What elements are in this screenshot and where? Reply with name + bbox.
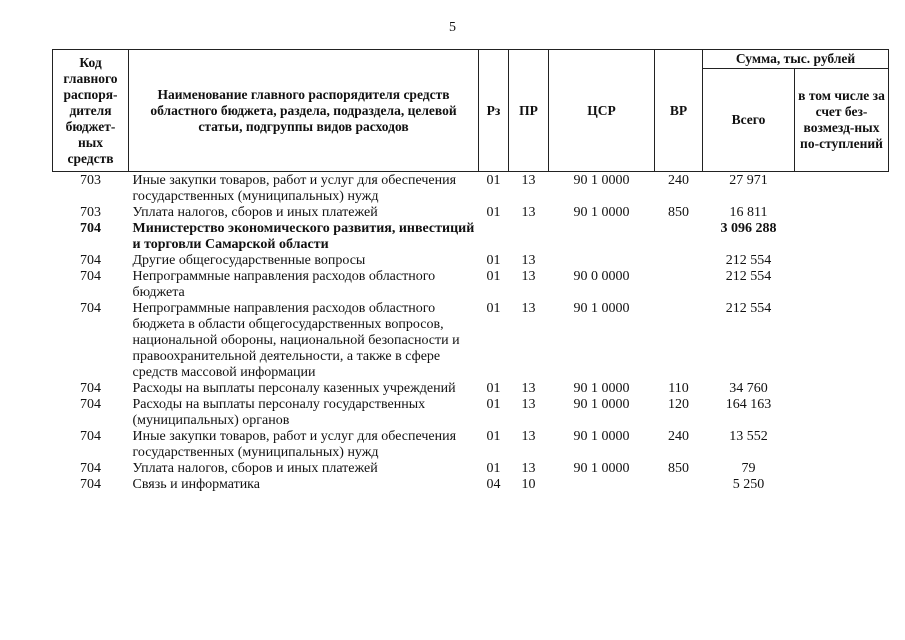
cell-code: 703 <box>80 173 101 188</box>
cell-name: Непрограммные направления расходов областного бюджета <box>132 269 436 300</box>
table-row <box>53 221 889 253</box>
cell-free <box>795 172 889 206</box>
cell-name: Расходы на выплаты персоналу государственных (муниципальных) органов <box>132 397 426 428</box>
header-total: Всего <box>703 69 795 172</box>
cell-total: 164 163 <box>725 397 772 412</box>
cell-free <box>795 269 889 301</box>
cell-name: Уплата налогов, сборов и иных платежей <box>132 461 378 476</box>
cell-csr: 90 0 0000 <box>573 269 630 284</box>
cell-pr: 13 <box>521 269 536 284</box>
table-row <box>53 397 889 429</box>
cell-free <box>795 253 889 269</box>
cell-rz: 01 <box>486 173 501 188</box>
cell-name: Уплата налогов, сборов и иных платежей <box>132 205 378 220</box>
cell-name: Непрограммные направления расходов областного бюджета в области общегосударственных вопросов, национальной обороны, национальной безопасности и правоохранительной деятельности, а также в сфере средств массовой информации <box>132 301 460 380</box>
cell-pr: 13 <box>521 429 536 444</box>
cell-name: Расходы на выплаты персоналу казенных учреждений <box>132 381 456 396</box>
cell-free <box>795 397 889 429</box>
cell-rz <box>479 221 509 253</box>
cell-csr: 90 1 0000 <box>573 397 630 412</box>
table-row <box>53 381 889 397</box>
cell-pr: 13 <box>521 381 536 396</box>
cell-total: 212 554 <box>725 301 772 316</box>
cell-vr <box>655 221 703 253</box>
cell-name: Иные закупки товаров, работ и услуг для обеспечения государственных (муниципальных) нужд <box>132 429 457 460</box>
cell-pr: 13 <box>521 461 536 476</box>
cell-code: 704 <box>80 301 101 316</box>
cell-vr <box>655 477 703 493</box>
cell-total: 34 760 <box>729 381 768 396</box>
cell-csr <box>549 253 655 269</box>
cell-code: 704 <box>80 269 101 284</box>
cell-total: 79 <box>741 461 756 476</box>
table-row <box>53 172 889 206</box>
cell-rz: 01 <box>486 461 501 476</box>
cell-total: 5 250 <box>732 477 765 492</box>
cell-code: 704 <box>80 461 101 476</box>
cell-vr: 120 <box>668 397 689 412</box>
cell-code: 704 <box>80 221 101 236</box>
header-sum: Сумма, тыс. рублей <box>703 50 889 69</box>
cell-code: 704 <box>80 253 101 268</box>
cell-pr: 13 <box>521 397 536 412</box>
table-row <box>53 269 889 301</box>
cell-free <box>795 301 889 381</box>
cell-rz: 01 <box>486 301 501 316</box>
cell-vr <box>655 301 703 381</box>
cell-pr: 13 <box>521 173 536 188</box>
header-pr: ПР <box>509 50 549 172</box>
cell-rz: 01 <box>486 381 501 396</box>
cell-vr <box>655 269 703 301</box>
header-rz: Рз <box>479 50 509 172</box>
cell-csr: 90 1 0000 <box>573 301 630 316</box>
table-row <box>53 253 889 269</box>
cell-rz: 01 <box>486 269 501 284</box>
cell-pr: 13 <box>521 301 536 316</box>
header-name: Наименование главного распорядителя средств областного бюджета, раздела, подраздела, целевой статьи, подгруппы видов расходов <box>129 50 479 172</box>
cell-name: Другие общегосударственные вопросы <box>132 253 366 268</box>
cell-csr <box>549 221 655 253</box>
table-row <box>53 205 889 221</box>
header-vr: ВР <box>655 50 703 172</box>
cell-free <box>795 205 889 221</box>
cell-vr: 850 <box>668 205 689 220</box>
page-number: 5 <box>449 20 456 35</box>
table-row <box>53 461 889 477</box>
cell-pr: 10 <box>521 477 536 492</box>
header-free: в том числе за счет без-возмезд-ных по-ступлений <box>795 69 889 172</box>
header-code: Код главного распоря-дителя бюджет-ных средств <box>53 50 129 172</box>
cell-rz: 04 <box>486 477 501 492</box>
cell-code: 704 <box>80 397 101 412</box>
table-row <box>53 301 889 381</box>
cell-csr: 90 1 0000 <box>573 461 630 476</box>
cell-csr: 90 1 0000 <box>573 381 630 396</box>
cell-csr <box>549 477 655 493</box>
table-row <box>53 477 889 493</box>
cell-total: 3 096 288 <box>720 221 777 236</box>
cell-csr: 90 1 0000 <box>573 205 630 220</box>
header-csr: ЦСР <box>549 50 655 172</box>
cell-free <box>795 477 889 493</box>
cell-total: 212 554 <box>725 253 772 268</box>
cell-pr: 13 <box>521 253 536 268</box>
cell-rz: 01 <box>486 253 501 268</box>
table-body <box>53 172 889 494</box>
cell-code: 704 <box>80 477 101 492</box>
cell-csr: 90 1 0000 <box>573 429 630 444</box>
cell-rz: 01 <box>486 205 501 220</box>
cell-code: 704 <box>80 429 101 444</box>
cell-rz: 01 <box>486 397 501 412</box>
cell-free <box>795 221 889 253</box>
cell-total: 16 811 <box>729 205 768 220</box>
cell-vr <box>655 253 703 269</box>
cell-vr: 240 <box>668 173 689 188</box>
cell-rz: 01 <box>486 429 501 444</box>
cell-name: Иные закупки товаров, работ и услуг для обеспечения государственных (муниципальных) нужд <box>132 173 457 204</box>
cell-vr: 110 <box>668 381 689 396</box>
cell-pr: 13 <box>521 205 536 220</box>
cell-free <box>795 429 889 461</box>
cell-csr: 90 1 0000 <box>573 173 630 188</box>
cell-code: 704 <box>80 381 101 396</box>
table-header <box>53 50 889 172</box>
cell-free <box>795 381 889 397</box>
budget-table <box>52 49 889 493</box>
cell-vr: 240 <box>668 429 689 444</box>
cell-free <box>795 461 889 477</box>
cell-code: 703 <box>80 205 101 220</box>
cell-total: 13 552 <box>729 429 768 444</box>
cell-name: Связь и информатика <box>132 477 260 492</box>
cell-vr: 850 <box>668 461 689 476</box>
table-row <box>53 429 889 461</box>
cell-pr <box>509 221 549 253</box>
cell-name: Министерство экономического развития, инвестиций и торговли Самарской области <box>132 221 475 252</box>
cell-total: 212 554 <box>725 269 772 284</box>
cell-total: 27 971 <box>729 173 768 188</box>
